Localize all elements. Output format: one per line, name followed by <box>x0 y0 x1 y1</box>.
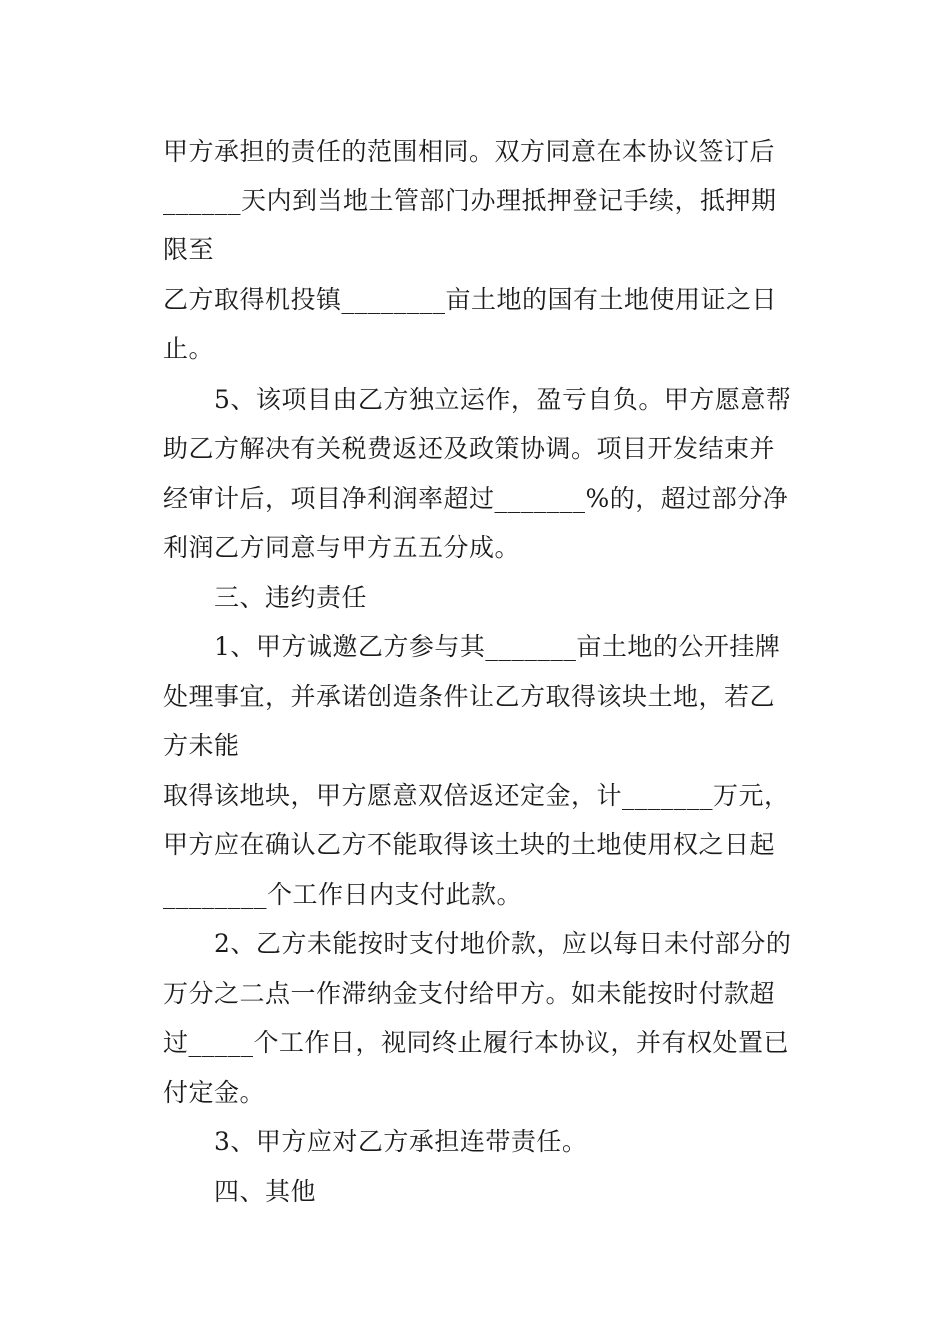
text-line: 万分之二点一作滞纳金支付给甲方。如未能按时付款超 <box>163 979 776 1008</box>
text-line: 限至 <box>163 235 215 264</box>
text-line: 经审计后，项目净利润率超过_______%的，超过部分净 <box>163 484 789 513</box>
text-line: 利润乙方同意与甲方五五分成。 <box>163 533 521 562</box>
text-line: 5、该项目由乙方独立运作，盈亏自负。甲方愿意帮 <box>214 385 792 414</box>
text-line: 甲方应在确认乙方不能取得该土块的土地使用权之日起 <box>163 830 776 859</box>
text-line: 付定金。 <box>163 1078 266 1107</box>
text-line: 过_____个工作日，视同终止履行本协议，并有权处置已 <box>163 1028 790 1057</box>
section-heading: 三、违约责任 <box>214 583 368 612</box>
text-line: 3、甲方应对乙方承担连带责任。 <box>214 1127 588 1156</box>
text-line: 方未能 <box>163 731 240 760</box>
text-line: 助乙方解决有关税费返还及政策协调。项目开发结束并 <box>163 434 776 463</box>
text-line: 甲方承担的责任的范围相同。双方同意在本协议签订后 <box>163 137 776 166</box>
section-heading: 四、其他 <box>214 1177 317 1206</box>
text-line: ________个工作日内支付此款。 <box>163 880 523 909</box>
text-line: 止。 <box>163 334 215 363</box>
text-line: 乙方取得机投镇________亩土地的国有土地使用证之日 <box>163 285 778 314</box>
text-line: 处理事宜，并承诺创造条件让乙方取得该块土地，若乙 <box>163 682 776 711</box>
text-line: ______天内到当地土管部门办理抵押登记手续，抵押期 <box>163 186 777 215</box>
text-line: 取得该地块，甲方愿意双倍返还定金，计_______万元， <box>163 781 790 810</box>
text-line: 2、乙方未能按时支付地价款，应以每日未付部分的 <box>214 929 792 958</box>
text-line: 1、甲方诚邀乙方参与其_______亩土地的公开挂牌 <box>214 632 781 661</box>
